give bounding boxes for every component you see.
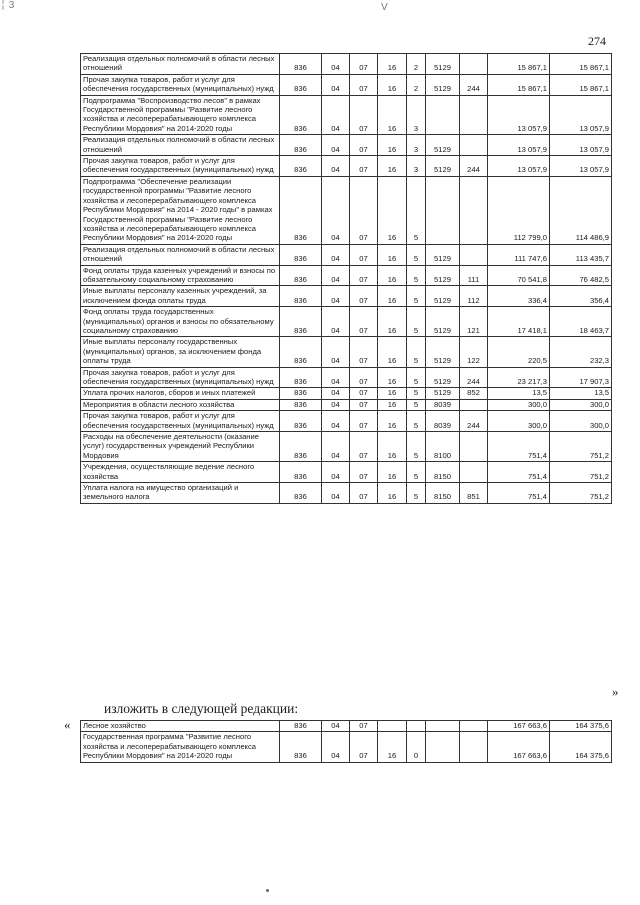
- cell-rz: 04: [322, 95, 350, 135]
- cell-subprogram: 5: [407, 176, 426, 244]
- cell-rz: 04: [322, 244, 350, 265]
- row-name: Иные выплаты персоналу казенных учреждений, за исключением фонда оплаты труда: [81, 286, 280, 307]
- cell-rz: 04: [322, 483, 350, 504]
- cell-ved: 836: [280, 135, 322, 156]
- cell-direction: 5129: [426, 367, 460, 388]
- cell-rz: 04: [322, 135, 350, 156]
- cell-sum-first-year: 300,0: [488, 399, 550, 410]
- cell-sum-first-year: 15 867,1: [488, 74, 550, 95]
- cell-subprogram: 5: [407, 244, 426, 265]
- cell-direction: 5129: [426, 337, 460, 367]
- table-row: [81, 265, 612, 286]
- cell-program: 16: [378, 286, 407, 307]
- row-name: Мероприятия в области лесного хозяйства: [81, 399, 280, 410]
- table-row: [81, 462, 612, 483]
- cell-expense-type: 244: [460, 411, 488, 432]
- row-name: Прочая закупка товаров, работ и услуг для обеспечения государственных (муниципальных) нужд: [81, 74, 280, 95]
- cell-sum-second-year: 18 463,7: [550, 307, 612, 337]
- cell-rz: 04: [322, 462, 350, 483]
- cell-pr: 07: [350, 176, 378, 244]
- row-name: Подпрограмма "Воспроизводство лесов" в рамках Государственной программы "Развитие лесного хозяйства и лесоперерабатывающего комплекса Республики Мордовия" на 2014-2020 годы: [81, 95, 280, 135]
- cell-pr: 07: [350, 307, 378, 337]
- table-row: [81, 54, 612, 75]
- cell-pr: 07: [350, 462, 378, 483]
- cell-sum-first-year: 167 663,6: [488, 732, 550, 762]
- cell-program: 16: [378, 307, 407, 337]
- cell-program: 16: [378, 399, 407, 410]
- table-row: [81, 483, 612, 504]
- cell-sum-second-year: 300,0: [550, 399, 612, 410]
- cell-direction: 5129: [426, 388, 460, 399]
- cell-expense-type: [460, 732, 488, 762]
- cell-program: 16: [378, 432, 407, 462]
- cell-sum-second-year: 164 375,6: [550, 721, 612, 732]
- cell-program: 16: [378, 95, 407, 135]
- cell-subprogram: 5: [407, 337, 426, 367]
- cell-direction: 5129: [426, 74, 460, 95]
- table-row: [81, 74, 612, 95]
- cell-sum-first-year: 751,4: [488, 462, 550, 483]
- cell-subprogram: 5: [407, 432, 426, 462]
- cell-rz: 04: [322, 337, 350, 367]
- cell-expense-type: 244: [460, 74, 488, 95]
- cell-rz: 04: [322, 732, 350, 762]
- cell-sum-first-year: 23 217,3: [488, 367, 550, 388]
- cell-subprogram: 5: [407, 411, 426, 432]
- cell-pr: 07: [350, 156, 378, 177]
- cell-subprogram: 5: [407, 265, 426, 286]
- cell-sum-first-year: 13,5: [488, 388, 550, 399]
- row-name: Прочая закупка товаров, работ и услуг для обеспечения государственных (муниципальных) нужд: [81, 367, 280, 388]
- cell-program: 16: [378, 337, 407, 367]
- row-name: Лесное хозяйство: [81, 721, 280, 732]
- table-row: [81, 411, 612, 432]
- table-row: [81, 135, 612, 156]
- cell-subprogram: 5: [407, 399, 426, 410]
- cell-sum-first-year: 167 663,6: [488, 721, 550, 732]
- row-name: Подпрограмма "Обеспечение реализации государственной программы "Развитие лесного хозяйства и лесоперерабатывающего комплекса Республики Мордовия" на 2014 - 2020 годы" в рамках Государственной программы "Развитие лесного хозяйства и лесоперерабатывающего комплекса Республики Мордовия" на 2014-2020 годы: [81, 176, 280, 244]
- cell-subprogram: [407, 721, 426, 732]
- cell-direction: 8150: [426, 483, 460, 504]
- row-name: Реализация отдельных полномочий в области лесных отношений: [81, 135, 280, 156]
- cell-sum-second-year: 13 057,9: [550, 135, 612, 156]
- row-name: Учреждения, осуществляющие ведение лесного хозяйства: [81, 462, 280, 483]
- row-name: Уплата налога на имущество организаций и земельного налога: [81, 483, 280, 504]
- cell-sum-second-year: 300,0: [550, 411, 612, 432]
- cell-program: [378, 721, 407, 732]
- cell-subprogram: 5: [407, 388, 426, 399]
- table-row: [81, 367, 612, 388]
- table-row: [81, 176, 612, 244]
- table-row: [81, 432, 612, 462]
- cell-ved: 836: [280, 286, 322, 307]
- cell-rz: 04: [322, 721, 350, 732]
- cell-sum-first-year: 112 799,0: [488, 176, 550, 244]
- row-name: Уплата прочих налогов, сборов и иных платежей: [81, 388, 280, 399]
- cell-direction: 5129: [426, 307, 460, 337]
- cell-direction: 5129: [426, 156, 460, 177]
- cell-direction: 8039: [426, 411, 460, 432]
- cell-pr: 07: [350, 337, 378, 367]
- row-name: Расходы на обеспечение деятельности (оказание услуг) государственных учреждений Республики Мордовия: [81, 432, 280, 462]
- table-row: [81, 399, 612, 410]
- cell-sum-second-year: 15 867,1: [550, 54, 612, 75]
- cell-expense-type: [460, 432, 488, 462]
- cell-pr: 07: [350, 95, 378, 135]
- cell-sum-first-year: 751,4: [488, 432, 550, 462]
- cell-expense-type: 112: [460, 286, 488, 307]
- cell-program: 16: [378, 483, 407, 504]
- cell-rz: 04: [322, 156, 350, 177]
- cell-program: 16: [378, 135, 407, 156]
- cell-direction: 8039: [426, 399, 460, 410]
- row-name: Реализация отдельных полномочий в области лесных отношений: [81, 244, 280, 265]
- row-name: Прочая закупка товаров, работ и услуг для обеспечения государственных (муниципальных) нужд: [81, 411, 280, 432]
- cell-ved: 836: [280, 483, 322, 504]
- cell-pr: 07: [350, 411, 378, 432]
- row-name: Прочая закупка товаров, работ и услуг для обеспечения государственных (муниципальных) нужд: [81, 156, 280, 177]
- cell-sum-first-year: 111 747,6: [488, 244, 550, 265]
- cell-rz: 04: [322, 74, 350, 95]
- cell-sum-second-year: 113 435,7: [550, 244, 612, 265]
- cell-sum-second-year: 15 867,1: [550, 74, 612, 95]
- cell-ved: 836: [280, 95, 322, 135]
- cell-expense-type: [460, 95, 488, 135]
- cell-sum-first-year: 13 057,9: [488, 156, 550, 177]
- cell-rz: 04: [322, 54, 350, 75]
- cell-sum-first-year: 13 057,9: [488, 135, 550, 156]
- cell-program: 16: [378, 388, 407, 399]
- cell-sum-second-year: 751,2: [550, 432, 612, 462]
- cell-pr: 07: [350, 135, 378, 156]
- cell-ved: 836: [280, 244, 322, 265]
- cell-pr: 07: [350, 54, 378, 75]
- cell-sum-second-year: 13 057,9: [550, 95, 612, 135]
- cell-ved: 836: [280, 462, 322, 483]
- cell-ved: 836: [280, 156, 322, 177]
- cell-subprogram: 5: [407, 462, 426, 483]
- cell-expense-type: [460, 399, 488, 410]
- cell-sum-first-year: 70 541,8: [488, 265, 550, 286]
- cell-pr: 07: [350, 721, 378, 732]
- cell-rz: 04: [322, 265, 350, 286]
- cell-direction: 8100: [426, 432, 460, 462]
- cell-expense-type: [460, 721, 488, 732]
- cell-expense-type: 244: [460, 367, 488, 388]
- cell-sum-second-year: 17 907,3: [550, 367, 612, 388]
- table-row: [81, 286, 612, 307]
- cell-subprogram: 5: [407, 307, 426, 337]
- cell-direction: 5129: [426, 265, 460, 286]
- cell-expense-type: 122: [460, 337, 488, 367]
- cell-pr: 07: [350, 265, 378, 286]
- budget-table-new-edition: [80, 720, 612, 763]
- table-row: [81, 244, 612, 265]
- cell-ved: 836: [280, 367, 322, 388]
- cell-sum-first-year: 751,4: [488, 483, 550, 504]
- row-name: Фонд оплаты труда казенных учреждений и взносы по обязательному социальному страхованию: [81, 265, 280, 286]
- cell-program: 16: [378, 265, 407, 286]
- cell-ved: 836: [280, 74, 322, 95]
- cell-expense-type: 121: [460, 307, 488, 337]
- cell-sum-first-year: 300,0: [488, 411, 550, 432]
- cell-pr: 07: [350, 399, 378, 410]
- cell-expense-type: [460, 54, 488, 75]
- cell-program: 16: [378, 244, 407, 265]
- budget-table-current: [80, 53, 612, 504]
- cell-pr: 07: [350, 732, 378, 762]
- cell-ved: 836: [280, 411, 322, 432]
- cell-expense-type: [460, 135, 488, 156]
- cell-rz: 04: [322, 307, 350, 337]
- cell-sum-second-year: 232,3: [550, 337, 612, 367]
- cell-subprogram: 0: [407, 732, 426, 762]
- cell-direction: [426, 176, 460, 244]
- cell-ved: 836: [280, 265, 322, 286]
- cell-direction: 5129: [426, 54, 460, 75]
- table-row: [81, 732, 612, 762]
- cell-subprogram: 3: [407, 156, 426, 177]
- cell-rz: 04: [322, 388, 350, 399]
- cell-ved: 836: [280, 721, 322, 732]
- cell-expense-type: [460, 462, 488, 483]
- row-name: Государственная программа "Развитие лесного хозяйства и лесоперерабатывающего комплекса Республики Мордовия" на 2014-2020 годы: [81, 732, 280, 762]
- cell-pr: 07: [350, 367, 378, 388]
- scan-dot-mark: [266, 889, 269, 892]
- cell-expense-type: [460, 244, 488, 265]
- row-name: Реализация отдельных полномочий в области лесных отношений: [81, 54, 280, 75]
- table-row: [81, 721, 612, 732]
- cell-ved: 836: [280, 399, 322, 410]
- cell-direction: 8150: [426, 462, 460, 483]
- cell-rz: 04: [322, 367, 350, 388]
- section-heading: изложить в следующей редакции:: [104, 701, 299, 716]
- scan-artifact-mid: V: [381, 2, 388, 13]
- cell-program: 16: [378, 462, 407, 483]
- cell-sum-second-year: 114 486,9: [550, 176, 612, 244]
- cell-sum-first-year: 220,5: [488, 337, 550, 367]
- cell-subprogram: 2: [407, 54, 426, 75]
- cell-pr: 07: [350, 388, 378, 399]
- cell-sum-second-year: 356,4: [550, 286, 612, 307]
- page-number: 274: [588, 34, 606, 48]
- cell-program: 16: [378, 732, 407, 762]
- cell-program: 16: [378, 367, 407, 388]
- closing-quote: »: [612, 684, 619, 699]
- cell-expense-type: [460, 176, 488, 244]
- cell-sum-second-year: 13 057,9: [550, 156, 612, 177]
- cell-rz: 04: [322, 411, 350, 432]
- cell-expense-type: 851: [460, 483, 488, 504]
- cell-sum-first-year: 15 867,1: [488, 54, 550, 75]
- cell-subprogram: 5: [407, 286, 426, 307]
- cell-sum-second-year: 164 375,6: [550, 732, 612, 762]
- cell-pr: 07: [350, 74, 378, 95]
- cell-sum-first-year: 336,4: [488, 286, 550, 307]
- row-name: Иные выплаты персоналу государственных (муниципальных) органов, за исключением фонда оплаты труда: [81, 337, 280, 367]
- cell-rz: 04: [322, 399, 350, 410]
- cell-direction: [426, 95, 460, 135]
- cell-program: 16: [378, 54, 407, 75]
- table-row: [81, 95, 612, 135]
- cell-pr: 07: [350, 244, 378, 265]
- cell-sum-second-year: 751,2: [550, 462, 612, 483]
- cell-ved: 836: [280, 176, 322, 244]
- cell-subprogram: 2: [407, 74, 426, 95]
- cell-ved: 836: [280, 337, 322, 367]
- cell-expense-type: 111: [460, 265, 488, 286]
- cell-ved: 836: [280, 432, 322, 462]
- cell-ved: 836: [280, 732, 322, 762]
- opening-quote: «: [64, 717, 71, 732]
- cell-pr: 07: [350, 432, 378, 462]
- cell-pr: 07: [350, 483, 378, 504]
- cell-subprogram: 5: [407, 483, 426, 504]
- cell-expense-type: 852: [460, 388, 488, 399]
- cell-direction: 5129: [426, 244, 460, 265]
- row-name: Фонд оплаты труда государственных (муниципальных) органов и взносы по обязательному социальному страхованию: [81, 307, 280, 337]
- cell-direction: 5129: [426, 135, 460, 156]
- cell-rz: 04: [322, 286, 350, 307]
- cell-ved: 836: [280, 388, 322, 399]
- cell-rz: 04: [322, 176, 350, 244]
- cell-subprogram: 3: [407, 135, 426, 156]
- cell-sum-first-year: 13 057,9: [488, 95, 550, 135]
- cell-subprogram: 5: [407, 367, 426, 388]
- cell-program: 16: [378, 411, 407, 432]
- cell-ved: 836: [280, 307, 322, 337]
- cell-sum-first-year: 17 418,1: [488, 307, 550, 337]
- table-row: [81, 307, 612, 337]
- cell-direction: 5129: [426, 286, 460, 307]
- cell-rz: 04: [322, 432, 350, 462]
- cell-sum-second-year: 751,2: [550, 483, 612, 504]
- cell-direction: [426, 732, 460, 762]
- cell-subprogram: 3: [407, 95, 426, 135]
- table-row: [81, 388, 612, 399]
- cell-program: 16: [378, 156, 407, 177]
- cell-ved: 836: [280, 54, 322, 75]
- cell-direction: [426, 721, 460, 732]
- cell-sum-second-year: 13,5: [550, 388, 612, 399]
- table-row: [81, 156, 612, 177]
- cell-pr: 07: [350, 286, 378, 307]
- cell-sum-second-year: 76 482,5: [550, 265, 612, 286]
- cell-program: 16: [378, 74, 407, 95]
- table-row: [81, 337, 612, 367]
- cell-expense-type: 244: [460, 156, 488, 177]
- cell-program: 16: [378, 176, 407, 244]
- scan-artifact-left: ╎ 3: [0, 0, 15, 11]
